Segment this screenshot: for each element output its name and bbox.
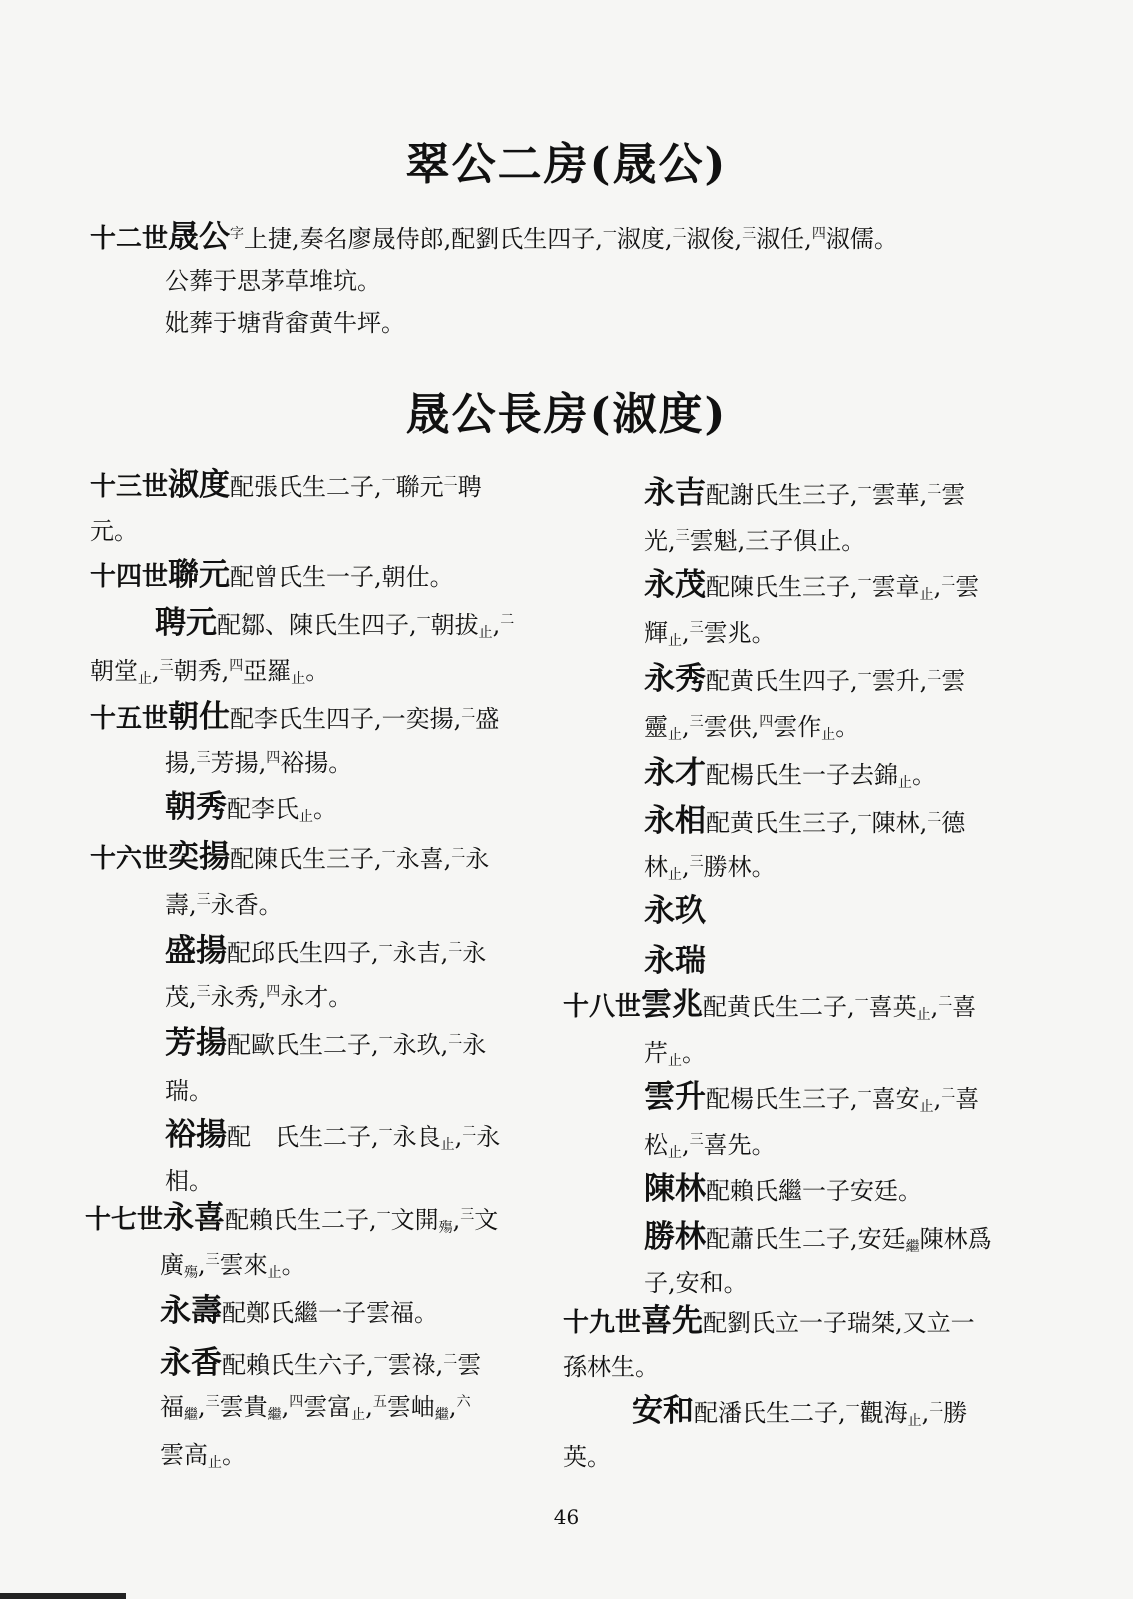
sup-marker: 六 [456,1394,471,1410]
sup-marker: 四 [811,226,826,242]
text-segment: 子,安和。 [644,1269,748,1297]
sup-marker: 二 [927,482,942,498]
sup-marker: 三 [742,226,757,242]
sub-note: 止 [478,625,493,641]
person-name: 雲升 [644,1079,706,1115]
text-line [563,987,977,1023]
sup-marker: 二 [443,1352,458,1368]
text-segment: 喜英 [868,993,917,1021]
text-line [165,1117,501,1153]
text-segment: 雲供, [703,713,760,741]
sub-note: 止 [668,1145,682,1161]
text-segment: 配楊氏生三子, [706,1085,858,1113]
text-segment: 喜 [952,993,977,1021]
text-segment: 配張氏生二子, [230,473,382,501]
text-segment: 配黄氏生三子, [706,809,858,837]
text-segment: 淑儒。 [825,225,898,253]
sub-note: 止 [351,1407,366,1423]
text-segment: , [454,1123,463,1151]
sub-note: 止 [919,587,934,603]
text-segment: 配曾氏生一子,朝仕。 [230,563,454,591]
sup-marker: 一 [857,1086,872,1102]
text-segment: , [365,1393,373,1421]
sup-marker: 三 [675,528,690,544]
text-segment: 芳揚, [210,749,267,777]
text-segment: 朝堂 [90,657,138,685]
text-segment: , [281,1393,290,1421]
text-segment: 永 [462,1031,487,1059]
text-segment: 雲祿, [387,1351,444,1379]
sup-marker: 二 [938,994,953,1010]
sub-note: 止 [668,1053,682,1069]
text-segment: 光, [644,527,676,555]
text-line [644,852,776,882]
sub-note: 殤 [438,1220,453,1236]
person-name: 奕揚 [168,839,231,875]
sub-note: 繼 [184,1407,198,1423]
sup-marker: 二 [941,1086,956,1102]
sub-note: 止 [668,867,682,883]
sup-marker: 一 [378,1124,393,1140]
text-segment: 裕揚。 [280,749,353,777]
generation-label: 十三世 [90,472,169,502]
generation-label: 十六世 [90,844,169,874]
text-segment: 永 [476,1123,501,1151]
sup-marker: 二 [448,940,463,956]
text-line [90,557,454,593]
text-segment: 。 [313,795,337,823]
text-line [632,1393,968,1429]
text-segment: 。 [682,1039,706,1067]
sub-note: 止 [919,1099,934,1115]
section-title-1: 翠公二房(晟公) [405,139,728,190]
sup-marker: 二 [448,1032,463,1048]
person-name: 永喜 [163,1200,226,1236]
sup-marker: 一 [373,1352,388,1368]
text-line [90,699,500,735]
text-segment: 瑞。 [165,1077,213,1105]
text-segment: 雲 [941,667,966,695]
text-segment: 。 [281,1251,306,1279]
text-line [160,1250,306,1280]
text-segment: 配蕭氏生二子,安廷 [706,1225,906,1253]
text-segment: , [682,1131,690,1159]
text-segment: 雲 [941,481,966,509]
text-line [644,755,936,791]
text-segment: 芹 [644,1039,668,1067]
person-name: 雲兆 [641,987,704,1023]
text-line [644,1079,980,1115]
text-line [644,1038,706,1068]
text-segment: 淑度, [616,225,673,253]
sup-marker: 二 [672,226,687,242]
sup-marker: 一 [381,846,396,862]
text-segment: 雲魁,三子俱止。 [689,527,866,555]
text-segment: 雲兆。 [703,619,776,647]
text-segment: 聘 [457,473,482,501]
scan-edge [0,1593,126,1599]
text-segment: 文開 [390,1206,439,1234]
text-segment: 雲富 [303,1393,352,1421]
person-name: 朝仕 [168,699,231,735]
text-line [165,1166,213,1196]
generation-label: 十八世 [563,992,642,1022]
sup-marker: 三 [159,658,174,674]
sup-marker: 三 [460,1207,475,1223]
sub-note: 止 [138,671,152,687]
text-segment: 配李氏生四子,一奕揚, [230,705,462,733]
text-segment: 永玖, [392,1031,449,1059]
text-segment: 配邱氏生四子, [227,939,379,967]
text-segment: 永喜, [395,845,452,873]
text-line [563,1442,611,1472]
text-line [165,308,405,338]
text-segment: 廣 [160,1251,184,1279]
text-segment: , [682,853,690,881]
person-name: 聯元 [168,557,231,593]
text-segment: 文 [474,1206,499,1234]
text-line [85,1200,499,1236]
text-segment: 聯元 [395,473,444,501]
text-segment: 配潘氏生二子, [694,1399,846,1427]
sup-marker: 三 [689,854,704,870]
sub-note: 止 [916,1007,931,1023]
text-line [644,1130,776,1160]
text-segment: 雲貴 [219,1393,268,1421]
sup-marker: 一 [857,810,872,826]
text-line [644,1171,922,1207]
text-segment: , [933,1085,942,1113]
sup-marker: 二 [462,1124,477,1140]
generation-label: 十四世 [90,562,169,592]
text-segment: 上捷,奏名廖晟侍郎,配劉氏生四子, [244,225,603,253]
generation-label: 十九世 [563,1308,642,1338]
text-segment: 配鄭氏繼一子雲福。 [222,1299,438,1327]
text-segment: 配歐氏生二子, [227,1031,379,1059]
sub-note: 繼 [267,1407,282,1423]
text-segment: 永 [465,845,490,873]
text-line [160,1293,438,1329]
sup-marker: 一 [381,474,396,490]
sup-marker: 二 [929,1400,944,1416]
text-line [160,1440,246,1470]
sup-marker: 二 [927,668,942,684]
sub-note: 止 [668,633,682,649]
text-line [165,933,487,969]
sup-marker: 五 [372,1394,387,1410]
person-name: 聘元 [155,605,217,641]
person-name: 永才 [644,755,706,791]
person-name: 安和 [632,1393,694,1429]
text-segment: 揚, [165,749,197,777]
text-segment: 。 [222,1441,246,1469]
person-name: 永茂 [644,567,706,603]
text-segment: 雲來 [219,1251,268,1279]
text-segment: , [198,1251,206,1279]
text-segment: 妣葬于塘背畲黄牛坪。 [165,309,405,337]
sup-marker: 四 [266,984,281,1000]
text-line [90,219,898,255]
text-segment: , [682,619,690,647]
text-line [563,1352,659,1382]
sub-note: 止 [299,809,313,825]
sup-marker: 二 [443,474,458,490]
text-segment: 配賴氏繼一子安廷。 [706,1177,922,1205]
text-segment: 觀海 [859,1399,908,1427]
text-line [644,618,776,648]
sup-marker: 三 [689,1132,704,1148]
person-name: 永瑞 [644,943,706,979]
sup-marker: 二 [500,612,515,628]
sub-note: 繼 [434,1407,449,1423]
text-line [644,661,966,697]
text-segment: 勝 [943,1399,968,1427]
text-segment: , [921,1399,930,1427]
text-segment: 雲升, [871,667,928,695]
sup-marker: 一 [845,1400,860,1416]
text-segment: 配陳氏生三子, [230,845,382,873]
sup-marker: 一 [378,940,393,956]
text-segment: , [152,657,160,685]
text-segment: , [682,713,690,741]
text-segment: , [198,1393,206,1421]
sup-marker: 一 [857,574,872,590]
person-name: 喜先 [641,1303,704,1339]
text-segment: , [448,1393,457,1421]
text-line [644,712,859,742]
sub-note: 止 [208,1455,222,1471]
sub-note: 止 [440,1137,455,1153]
text-segment: 雲 [955,573,980,601]
text-line [155,605,515,641]
text-segment: 相。 [165,1167,213,1195]
section-title-2: 晟公長房(淑度) [405,389,728,440]
text-line [165,982,352,1012]
text-segment: , [452,1206,461,1234]
sup-marker: 四 [289,1394,304,1410]
sup-marker: 一 [378,1032,393,1048]
text-segment: 松 [644,1131,668,1159]
person-name: 裕揚 [165,1117,227,1153]
text-segment: 朝秀, [173,657,230,685]
sup-marker: 二 [461,706,476,722]
person-name: 永玖 [644,893,706,929]
text-segment: 永吉, [392,939,449,967]
text-segment: 配陳氏生三子, [706,573,858,601]
sub-note: 止 [668,727,682,743]
sup-marker: 三 [689,714,704,730]
text-segment: 永秀, [210,983,267,1011]
sup-marker: 一 [602,226,617,242]
text-line [165,890,283,920]
text-segment: 朝拔 [430,611,479,639]
text-segment: 壽, [165,891,197,919]
text-line [563,1303,975,1339]
text-segment: 雲華, [871,481,928,509]
sup-marker: 二 [927,810,942,826]
text-segment: 。 [912,761,936,789]
text-segment: 福 [160,1393,184,1421]
sup-marker: 一 [416,612,431,628]
text-segment: 勝林。 [703,853,776,881]
text-line [644,475,966,511]
sub-note: 止 [267,1265,282,1281]
text-segment: 。 [835,713,860,741]
sub-note: 繼 [905,1239,920,1255]
text-segment: , [492,611,501,639]
text-segment: 喜安 [871,1085,920,1113]
text-segment: 陳林, [871,809,928,837]
generation-label: 十二世 [90,224,169,254]
text-line [160,1345,482,1381]
text-line [644,526,865,556]
sup-marker: 一 [854,994,869,1010]
sub-note: 殤 [184,1265,198,1281]
text-line [165,1025,487,1061]
person-name: 永相 [644,803,706,839]
sup-marker: 四 [229,658,244,674]
text-segment: 配黄氏生四子, [706,667,858,695]
text-segment: 配楊氏生一子去錦 [706,761,898,789]
person-name: 陳林 [644,1171,706,1207]
text-line [90,656,329,686]
sup-marker: 三 [205,1394,220,1410]
text-segment: 林 [644,853,668,881]
sub-note: 止 [898,775,912,791]
text-line [90,839,490,875]
sup-marker: 一 [376,1207,391,1223]
text-segment: 德 [941,809,966,837]
text-segment: , [930,993,939,1021]
text-segment: 配黄氏生二子, [703,993,855,1021]
person-name: 永吉 [644,475,706,511]
person-name: 勝林 [644,1219,706,1255]
text-line [160,1392,471,1422]
text-line [644,893,706,929]
sup-marker: 三 [689,620,704,636]
text-line [644,1219,992,1255]
sup-marker: 三 [196,892,211,908]
text-line [644,943,706,979]
text-segment: 淑任, [756,225,812,253]
text-segment: 雲高 [160,1441,208,1469]
generation-label: 十五世 [90,704,169,734]
text-segment: 喜先。 [703,1131,776,1159]
person-name: 盛揚 [165,933,227,969]
text-line [644,803,966,839]
text-line [644,1268,748,1298]
text-segment: 公葬于思茅草堆坑。 [165,267,381,295]
text-segment: 靈 [644,713,668,741]
text-line [90,467,482,503]
person-name: 永香 [160,1345,222,1381]
text-segment: 配李氏 [227,795,299,823]
text-segment: 永才。 [280,983,353,1011]
text-segment: 配劉氏立一子瑞桀,又立一 [703,1309,975,1337]
text-segment: 永 [462,939,487,967]
sup-marker: 字 [230,226,245,242]
text-segment: 輝 [644,619,668,647]
text-segment: 淑俊, [686,225,743,253]
text-segment: 盛 [475,705,500,733]
text-line [644,567,980,603]
text-segment: 配 氏生二子, [227,1123,379,1151]
page-number: 46 [553,1505,580,1529]
text-segment: 配謝氏生三子, [706,481,858,509]
person-name: 芳揚 [165,1025,227,1061]
text-segment: 永香。 [210,891,283,919]
text-line [165,789,337,825]
sup-marker: 二 [451,846,466,862]
person-name: 淑度 [168,467,231,503]
person-name: 永壽 [160,1293,222,1329]
text-segment: 雲岫 [386,1393,435,1421]
sub-note: 止 [291,671,306,687]
sup-marker: 三 [196,750,211,766]
text-line [165,1076,213,1106]
text-segment: 配賴氏生六子, [222,1351,374,1379]
text-segment: 配鄒、陳氏生四子, [217,611,417,639]
text-segment: 陳林爲 [919,1225,992,1253]
text-segment: 茂, [165,983,197,1011]
sup-marker: 四 [759,714,774,730]
sup-marker: 一 [857,668,872,684]
text-segment: 。 [305,657,330,685]
person-name: 永秀 [644,661,706,697]
sup-marker: 三 [205,1252,220,1268]
text-segment: 孫林生。 [563,1353,659,1381]
sub-note: 止 [907,1413,922,1429]
text-segment: 元。 [90,517,138,545]
text-segment: , [933,573,942,601]
text-segment: 永良 [392,1123,441,1151]
sup-marker: 三 [196,984,211,1000]
text-line [165,266,381,296]
sub-note: 止 [821,727,836,743]
generation-label: 十七世 [85,1205,164,1235]
text-segment: 雲作 [773,713,822,741]
text-segment: 雲章 [871,573,920,601]
text-segment: 英。 [563,1443,611,1471]
person-name: 朝秀 [165,789,227,825]
text-line [90,516,138,546]
text-segment: 雲 [457,1351,482,1379]
person-name: 晟公 [168,219,231,255]
text-segment: 配賴氏生二子, [225,1206,377,1234]
text-segment: 喜 [955,1085,980,1113]
text-line [165,748,352,778]
text-segment: 亞羅 [243,657,292,685]
sup-marker: 二 [941,574,956,590]
sup-marker: 一 [857,482,872,498]
sup-marker: 四 [266,750,281,766]
